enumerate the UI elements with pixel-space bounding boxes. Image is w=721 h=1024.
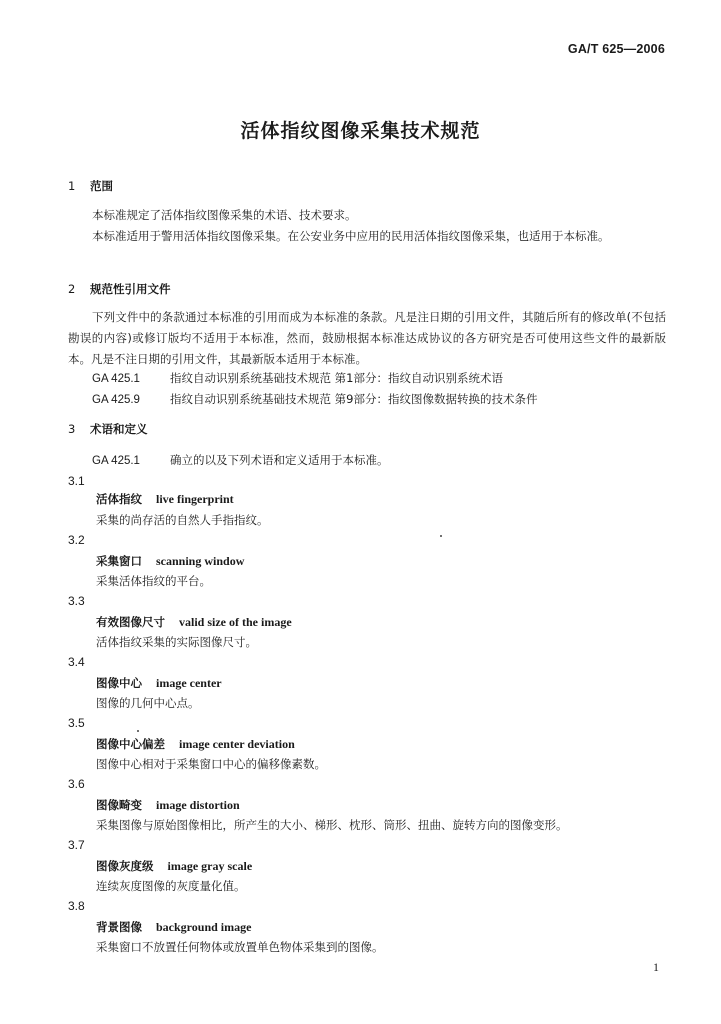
section-heading-scope: [68, 178, 113, 194]
term-en: scanning window: [156, 554, 245, 568]
term-zh: 采集窗口: [96, 554, 142, 568]
ref-code: GA 425.1: [92, 455, 140, 467]
scope-paragraph-1: 本标准规定了活体指纹图像采集的术语、技术要求。: [92, 208, 357, 222]
term-definition: 活体指纹采集的实际图像尺寸。: [96, 635, 257, 649]
term-heading: [96, 736, 295, 752]
term-zh: 活体指纹: [96, 492, 142, 506]
ref-title: 指纹自动识别系统基础技术规范 第9部分：指纹图像数据转换的技术条件: [170, 392, 538, 406]
term-definition: 图像中心相对于采集窗口中心的偏移像素数。: [96, 757, 326, 771]
term-definition: 图像的几何中心点。: [96, 696, 200, 710]
page-number: 1: [653, 960, 659, 974]
normative-refs-paragraph: 下列文件中的条款通过本标准的引用而成为本标准的条款。凡是注日期的引用文件，其随后所有的修改单(不包括勘误的内容)或修订版均不适用于本标准，然而，鼓励根据本标准达成协议的各方研究是否可使用这些文件的最新版本。凡是不注日期的引用文件，其最新版本适用于本标准。: [68, 310, 666, 366]
ref-line: [92, 370, 503, 386]
term-zh: 图像畸变: [96, 798, 142, 812]
term-number: 3.1: [68, 474, 85, 488]
term-heading: [96, 491, 234, 507]
term-zh: 图像灰度级: [96, 859, 154, 873]
term-en: background image: [156, 920, 252, 934]
section-title: 规范性引用文件: [90, 282, 171, 296]
term-zh: 图像中心: [96, 676, 142, 690]
section-number: 1: [68, 179, 76, 193]
section-title: 术语和定义: [90, 422, 148, 436]
term-en: image gray scale: [167, 859, 253, 873]
terms-intro: [92, 452, 389, 468]
term-zh: 有效图像尺寸: [96, 615, 165, 629]
section-heading-normative-refs: [68, 281, 171, 297]
term-heading: [96, 614, 292, 630]
term-zh: 图像中心偏差: [96, 737, 165, 751]
term-number: 3.5: [68, 716, 85, 730]
term-zh: 背景图像: [96, 920, 142, 934]
term-en: image center: [156, 676, 222, 690]
scope-paragraph-2: 本标准适用于警用活体指纹图像采集。在公安业务中应用的民用活体指纹图像采集，也适用于本标准。: [92, 229, 610, 243]
ref-code: GA 425.1: [92, 373, 140, 385]
term-number: 3.2: [68, 533, 85, 547]
term-number: 3.4: [68, 655, 85, 669]
term-definition: 采集窗口不放置任何物体或放置单色物体采集到的图像。: [96, 940, 384, 954]
term-en: live fingerprint: [156, 492, 234, 506]
term-number: 3.8: [68, 899, 85, 913]
term-heading: [96, 919, 251, 935]
term-en: image center deviation: [179, 737, 295, 751]
section-number: 3: [68, 422, 76, 436]
term-definition: 采集活体指纹的平台。: [96, 574, 211, 588]
ref-code: GA 425.9: [92, 394, 140, 406]
section-heading-terms: [68, 421, 148, 437]
header-standard-code: GA/T 625—2006: [567, 42, 665, 56]
term-heading: [96, 675, 222, 691]
term-number: 3.7: [68, 838, 85, 852]
term-heading: [96, 797, 240, 813]
term-number: 3.6: [68, 777, 85, 791]
term-number: 3.3: [68, 594, 85, 608]
section-number: 2: [68, 282, 76, 296]
document-title: 活体指纹图像采集技术规范: [240, 120, 481, 142]
scan-speck: [137, 730, 139, 732]
term-en: image distortion: [156, 798, 240, 812]
terms-intro-text: 确立的以及下列术语和定义适用于本标准。: [170, 453, 389, 467]
section-title: 范围: [90, 179, 113, 193]
scan-speck: [440, 535, 442, 537]
term-definition: 采集图像与原始图像相比，所产生的大小、梯形、枕形、筒形、扭曲、旋转方向的图像变形。: [96, 818, 568, 832]
term-en: valid size of the image: [179, 615, 292, 629]
ref-title: 指纹自动识别系统基础技术规范 第1部分：指纹自动识别系统术语: [170, 371, 503, 385]
term-definition: 连续灰度图像的灰度量化值。: [96, 879, 246, 893]
term-definition: 采集的尚存活的自然人手指指纹。: [96, 513, 269, 527]
ref-line: [92, 391, 537, 407]
term-heading: [96, 553, 244, 569]
term-heading: [96, 858, 252, 874]
